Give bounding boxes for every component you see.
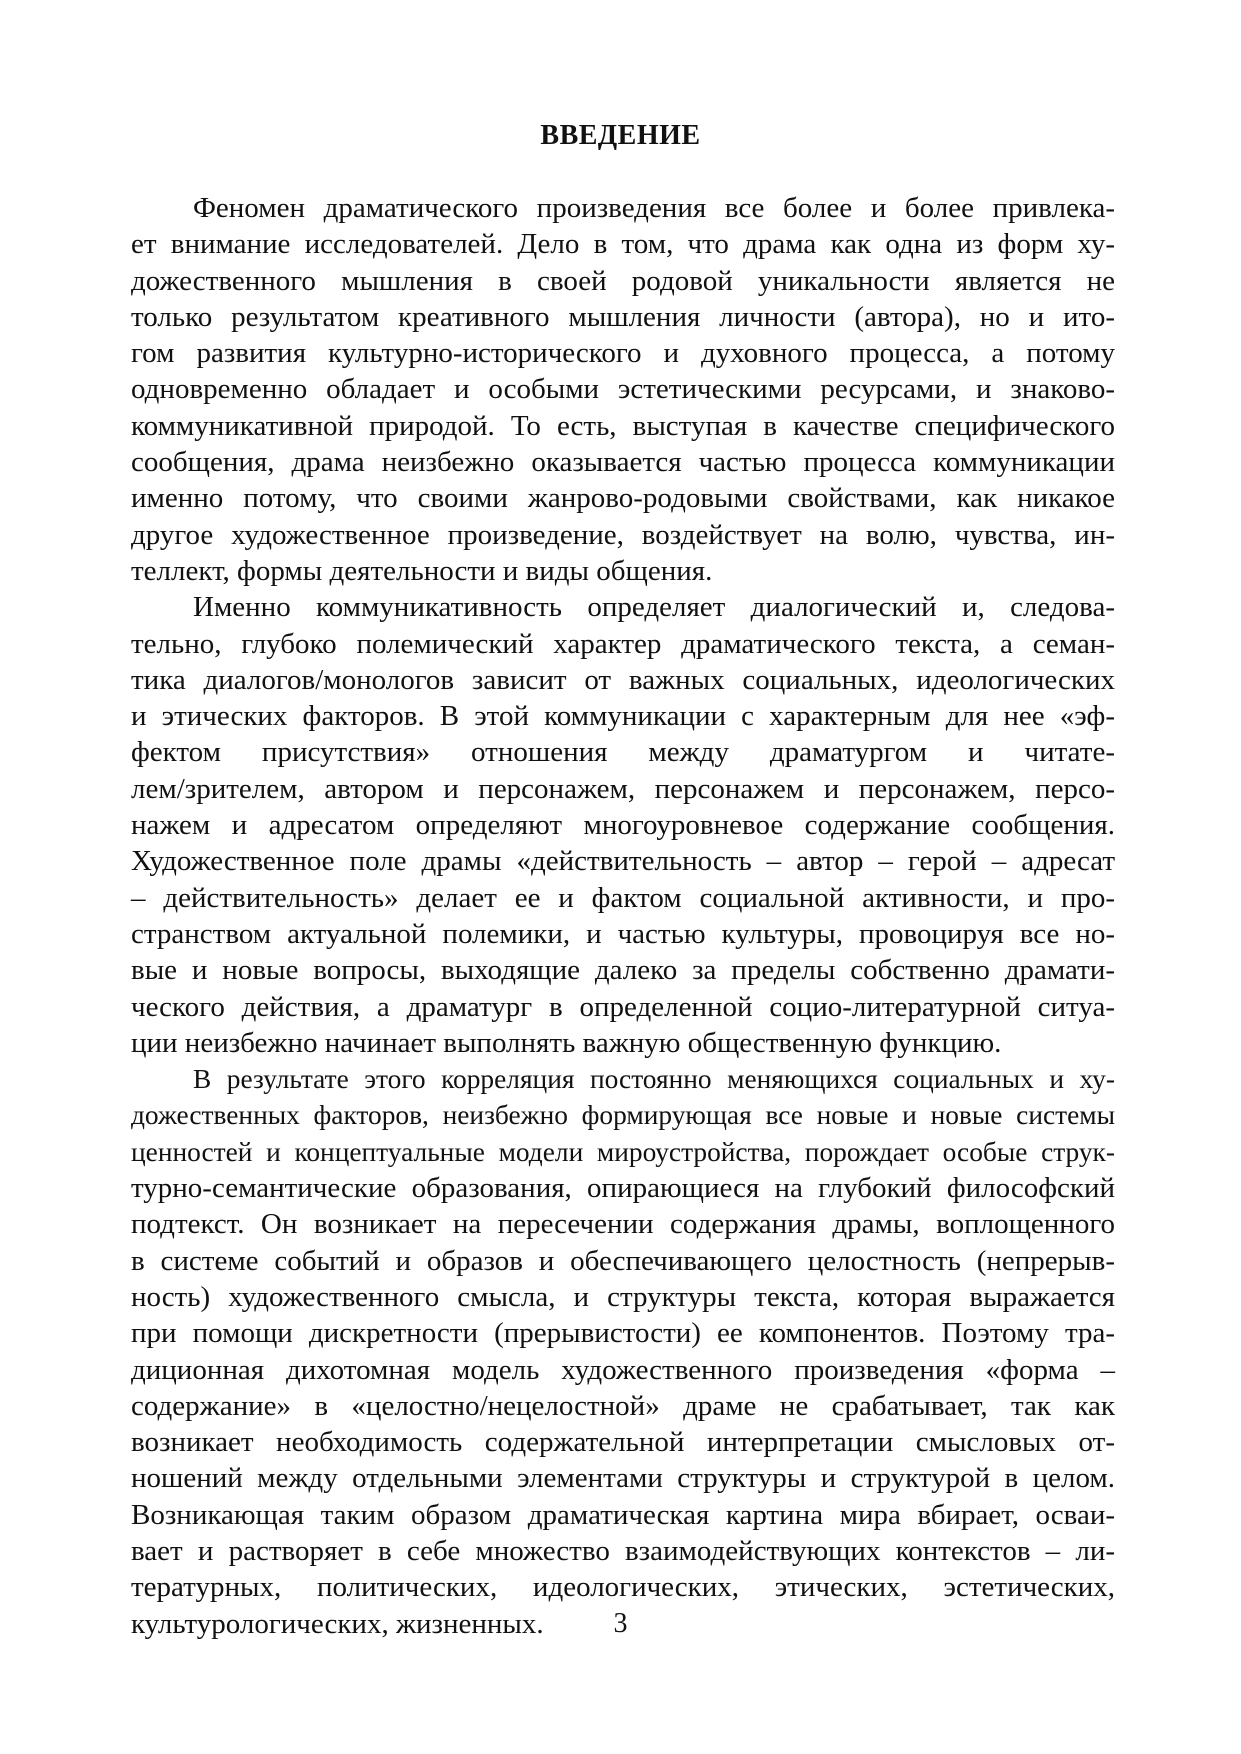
text-line: вает и растворяет в себе множество взаимодействующих контекстов – ли- [131, 1534, 1115, 1567]
text-line: сообщения, драма неизбежно оказывается частью процесса коммуникации [131, 446, 1115, 479]
text-line: Именно коммуникативность определяет диалогический и, следова- [193, 591, 1115, 624]
text-line: ческого действия, а драматург в определенной социо-литературной ситуа- [131, 990, 1115, 1023]
text-line: именно потому, что своими жанрово-родовыми свойствами, как никакое [131, 482, 1115, 515]
text-line: содержание» в «целостно/нецелостной» драме не срабатывает, так как [131, 1389, 1115, 1422]
body-text [131, 190, 1115, 1642]
text-line: ность) художественного смысла, и структуры текста, которая выражается [131, 1280, 1115, 1313]
text-line: другое художественное произведение, воздействует на волю, чувства, ин- [131, 518, 1115, 551]
text-line: ет внимание исследователей. Дело в том, что драма как одна из форм ху- [131, 228, 1115, 261]
text-line: гом развития культурно-исторического и духовного процесса, а потому [131, 337, 1115, 370]
text-line: возникает необходимость содержательной интерпретации смысловых от- [131, 1426, 1115, 1459]
text-line: странством актуальной полемики, и частью культуры, провоцируя все но- [131, 917, 1115, 950]
text-line: Художественное поле драмы «действительность – автор – герой – адресат [131, 845, 1115, 878]
text-line: только результатом креативного мышления личности (автора), но и ито- [131, 300, 1115, 333]
text-line: и этических факторов. В этой коммуникации с характерным для нее «эф- [131, 700, 1115, 733]
text-line: фектом присутствия» отношения между драматургом и читате- [131, 736, 1115, 769]
text-line: культурологических, жизненных. [131, 1607, 544, 1640]
text-line: ции неизбежно начинает выполнять важную общественную функцию. [131, 1026, 1002, 1059]
text-line: нажем и адресатом определяют многоуровневое содержание сообщения. [131, 809, 1115, 842]
text-line: дожественных факторов, неизбежно формирующая все новые и новые системы [131, 1100, 1115, 1131]
text-line: в системе событий и образов и обеспечивающего целостность (непрерыв- [131, 1244, 1115, 1277]
text-line: турно-семантические образования, опирающиеся на глубокий философский [131, 1172, 1115, 1205]
text-line: вые и новые вопросы, выходящие далеко за пределы собственно драмати- [131, 954, 1115, 987]
text-line: коммуникативной природой. То есть, выступая в качестве специфического [131, 409, 1115, 442]
text-line: диционная дихотомная модель художественного произведения «форма – [131, 1353, 1115, 1386]
text-line: ценностей и концептуальные модели мироустройства, порождает особые струк- [131, 1136, 1115, 1167]
text-line: теллект, формы деятельности и виды общения. [131, 554, 713, 587]
text-line: тельно, глубоко полемический характер драматического текста, а семан- [131, 627, 1115, 660]
page-title: ВВЕДЕНИЕ [540, 120, 701, 151]
text-line: тика диалогов/монологов зависит от важных социальных, идеологических [131, 663, 1115, 696]
text-line: подтекст. Он возникает на пересечении содержания драмы, воплощенного [131, 1208, 1115, 1241]
text-line: лем/зрителем, автором и персонажем, персонажем и персонажем, персо- [131, 772, 1115, 805]
text-line: – действительность» делает ее и фактом социальной активности, и про- [131, 881, 1115, 914]
text-line: при помощи дискретности (прерывистости) ее компонентов. Поэтому тра- [131, 1317, 1115, 1350]
text-line: тературных, политических, идеологических, этических, эстетических, [131, 1571, 1115, 1604]
page-number: 3 [613, 1608, 628, 1639]
text-line: В результате этого корреляция постоянно меняющихся социальных и ху- [193, 1064, 1115, 1095]
text-line: дожественного мышления в своей родовой уникальности является не [131, 264, 1115, 297]
text-line: Возникающая таким образом драматическая картина мира вбирает, осваи- [131, 1498, 1115, 1531]
text-line: Феномен драматического произведения все более и более привлека- [193, 192, 1115, 224]
text-line: одновременно обладает и особыми эстетическими ресурсами, и знаково- [131, 373, 1115, 406]
text-line: ношений между отдельными элементами структуры и структурой в целом. [131, 1462, 1115, 1495]
